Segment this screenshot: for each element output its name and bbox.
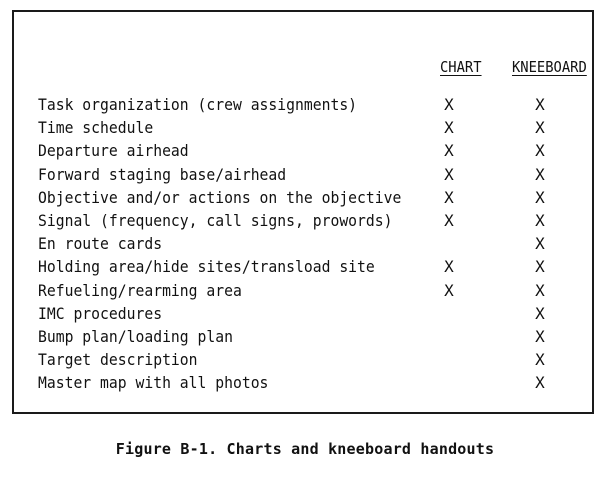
kneeboard-mark: X bbox=[535, 257, 545, 277]
kneeboard-mark: X bbox=[535, 280, 545, 300]
chart-mark: X bbox=[444, 280, 454, 300]
kneeboard-mark: X bbox=[535, 210, 545, 230]
chart-mark: X bbox=[444, 210, 454, 230]
table-row bbox=[38, 255, 588, 278]
row-label: Time schedule bbox=[38, 118, 154, 138]
table-row bbox=[38, 139, 588, 162]
row-label: Refueling/rearming area bbox=[38, 280, 242, 300]
table-row bbox=[38, 163, 588, 186]
chart-mark: X bbox=[444, 141, 454, 161]
column-header-chart: CHART bbox=[440, 58, 482, 76]
row-label: Signal (frequency, call signs, prowords) bbox=[38, 210, 393, 230]
row-label: Bump plan/loading plan bbox=[38, 326, 233, 346]
kneeboard-mark: X bbox=[535, 187, 545, 207]
row-label: Objective and/or actions on the objective bbox=[38, 187, 402, 207]
row-label: Holding area/hide sites/transload site bbox=[38, 257, 375, 277]
table-row bbox=[38, 325, 588, 348]
table-row bbox=[38, 93, 588, 116]
chart-mark: X bbox=[444, 187, 454, 207]
kneeboard-mark: X bbox=[535, 234, 545, 254]
table-row bbox=[38, 371, 588, 394]
row-label: Target description bbox=[38, 350, 198, 370]
chart-mark: X bbox=[444, 95, 454, 114]
kneeboard-mark: X bbox=[535, 373, 545, 393]
table-body bbox=[38, 93, 588, 394]
chart-mark: X bbox=[444, 164, 454, 184]
chart-mark: X bbox=[444, 118, 454, 138]
row-label: En route cards bbox=[38, 234, 163, 254]
row-label: IMC procedures bbox=[38, 303, 163, 323]
chart-mark: X bbox=[444, 257, 454, 277]
kneeboard-mark: X bbox=[535, 118, 545, 138]
table-row bbox=[38, 116, 588, 139]
column-header-kneeboard: KNEEBOARD bbox=[512, 58, 587, 76]
figure-caption: Figure B-1. Charts and kneeboard handouts bbox=[115, 440, 495, 458]
kneeboard-mark: X bbox=[535, 350, 545, 370]
kneeboard-mark: X bbox=[535, 326, 545, 346]
table-row bbox=[38, 186, 588, 209]
kneeboard-mark: X bbox=[535, 141, 545, 161]
table-row bbox=[38, 209, 588, 232]
row-label: Forward staging base/airhead bbox=[38, 164, 287, 184]
kneeboard-mark: X bbox=[535, 164, 545, 184]
table-row bbox=[38, 348, 588, 371]
table-row bbox=[38, 232, 588, 255]
row-label: Master map with all photos bbox=[38, 373, 269, 393]
kneeboard-mark: X bbox=[535, 95, 545, 114]
row-label: Task organization (crew assignments) bbox=[38, 95, 358, 114]
kneeboard-mark: X bbox=[535, 303, 545, 323]
table-row bbox=[38, 279, 588, 302]
table-row bbox=[38, 302, 588, 325]
row-label: Departure airhead bbox=[38, 141, 189, 161]
